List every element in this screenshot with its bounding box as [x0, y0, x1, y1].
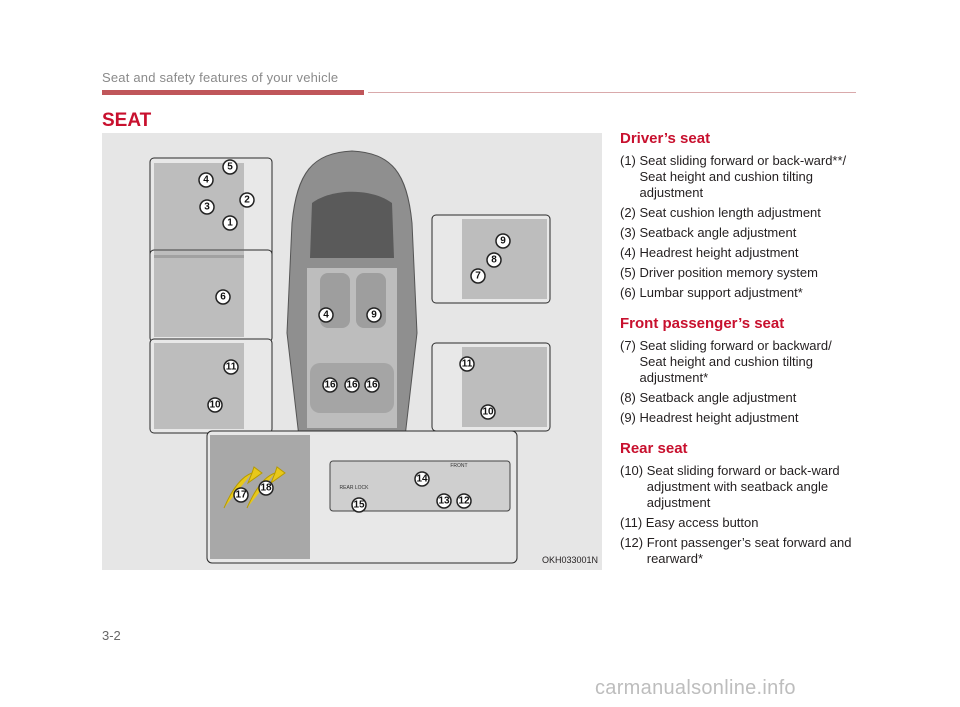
- svg-text:1: 1: [227, 217, 233, 229]
- section-heading: Front passenger’s seat: [620, 315, 785, 332]
- section-heading: Driver’s seat: [620, 130, 711, 147]
- svg-text:8: 8: [491, 254, 497, 266]
- section-front-passenger-seat: [620, 315, 860, 426]
- svg-text:11: 11: [461, 358, 473, 370]
- header-accent-bar: [102, 90, 364, 95]
- section-driver-seat: [620, 130, 860, 301]
- callout-number: [460, 357, 474, 371]
- callout-number: [319, 308, 333, 322]
- svg-text:14: 14: [416, 473, 428, 485]
- svg-text:10: 10: [209, 399, 221, 411]
- list-item: (9) Headrest height adjustment: [620, 410, 799, 425]
- callout-number: [240, 193, 254, 207]
- callout-number: [200, 200, 214, 214]
- svg-text:15: 15: [353, 499, 365, 511]
- svg-text:4: 4: [323, 309, 329, 321]
- content-column: [620, 130, 860, 581]
- svg-text:9: 9: [500, 235, 506, 247]
- list-item: (11) Easy access button: [620, 515, 759, 530]
- seat-controls-figure: [102, 133, 602, 570]
- seat-illustration: [102, 133, 602, 570]
- callout-number: [367, 308, 381, 322]
- callout-number: [234, 488, 248, 502]
- figure-code: OKH033001N: [541, 555, 598, 565]
- front-label: FRONT: [450, 463, 468, 469]
- header-divider: [368, 92, 856, 93]
- callout-number: [345, 378, 359, 392]
- callout-number: [365, 378, 379, 392]
- list-item: (12) Front passenger’s seat forward and rearward*: [620, 535, 852, 566]
- list-item: (10) Seat sliding forward or back-ward adjustment with seatback angle adjustment: [620, 463, 840, 510]
- callout-number: [223, 216, 237, 230]
- callout-number: [259, 481, 273, 495]
- list-item: (1) Seat sliding forward or back-ward**/ Seat height and cushion tilting adjustment: [620, 153, 847, 200]
- callout-number: [437, 494, 451, 508]
- svg-text:13: 13: [438, 495, 450, 507]
- watermark: carmanualsonline.info: [595, 677, 796, 699]
- list-item: (6) Lumbar support adjustment*: [620, 285, 803, 300]
- svg-text:11: 11: [225, 361, 237, 373]
- callout-number: [199, 173, 213, 187]
- svg-text:9: 9: [371, 309, 377, 321]
- callout-number: [223, 160, 237, 174]
- svg-text:17: 17: [235, 489, 247, 501]
- svg-text:18: 18: [260, 482, 272, 494]
- car-top-view: [287, 151, 417, 463]
- svg-text:12: 12: [458, 495, 470, 507]
- page-title: SEAT: [102, 110, 152, 131]
- svg-text:7: 7: [475, 270, 481, 282]
- list-item: (8) Seatback angle adjustment: [620, 390, 797, 405]
- callout-number: [352, 498, 366, 512]
- section-header: Seat and safety features of your vehicle: [102, 70, 339, 85]
- svg-text:16: 16: [346, 379, 358, 391]
- svg-text:6: 6: [220, 291, 226, 303]
- callout-number: [224, 360, 238, 374]
- list-item: (5) Driver position memory system: [620, 265, 818, 280]
- callout-number: [457, 494, 471, 508]
- svg-text:10: 10: [482, 406, 494, 418]
- list-item: (3) Seatback angle adjustment: [620, 225, 797, 240]
- callout-number: [471, 269, 485, 283]
- svg-text:5: 5: [227, 161, 233, 173]
- section-heading: Rear seat: [620, 440, 688, 457]
- rear-lock-label: REAR LOCK: [339, 485, 369, 491]
- callout-number: [496, 234, 510, 248]
- svg-text:2: 2: [244, 194, 250, 206]
- svg-text:4: 4: [203, 174, 209, 186]
- svg-text:16: 16: [366, 379, 378, 391]
- list-item: (2) Seat cushion length adjustment: [620, 205, 821, 220]
- callout-number: [216, 290, 230, 304]
- svg-text:16: 16: [324, 379, 336, 391]
- callout-number: [208, 398, 222, 412]
- page-number: 3-2: [102, 628, 121, 643]
- section-rear-seat: [620, 440, 860, 567]
- callout-number: [415, 472, 429, 486]
- svg-text:3: 3: [204, 201, 210, 213]
- callout-number: [323, 378, 337, 392]
- list-item: (7) Seat sliding forward or backward/ Seat height and cushion tilting adjustment*: [620, 338, 832, 385]
- callout-number: [487, 253, 501, 267]
- callout-number: [481, 405, 495, 419]
- list-item: (4) Headrest height adjustment: [620, 245, 799, 260]
